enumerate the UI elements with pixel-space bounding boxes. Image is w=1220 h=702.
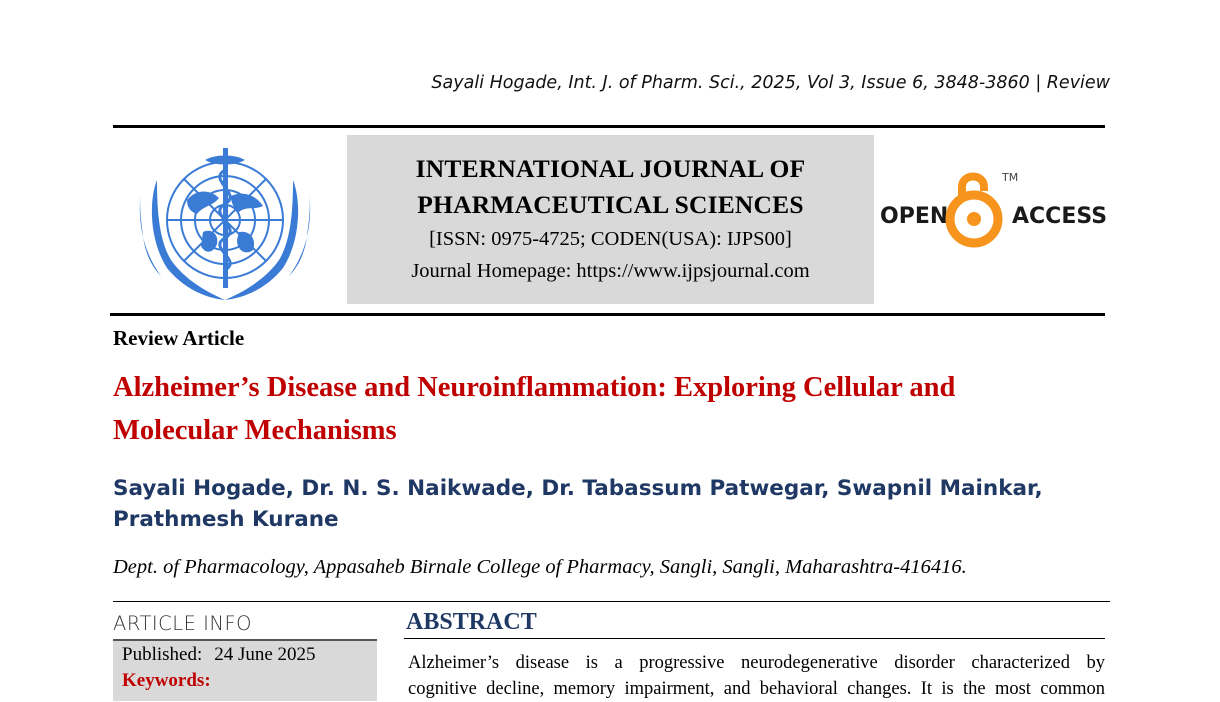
article-title-line1: Alzheimer’s Disease and Neuroinflammation: Exploring Cellular and: [113, 372, 956, 403]
journal-title-line1: INTERNATIONAL JOURNAL OF: [415, 154, 806, 183]
author-list: [113, 473, 1103, 535]
header-bottom-rule: [110, 313, 1105, 316]
abstract-rule: [404, 638, 1105, 639]
open-access-word-open: OPEN: [880, 204, 949, 229]
authors-line1: Sayali Hogade, Dr. N. S. Naikwade, Dr. Tabassum Patwegar, Swapnil Mainkar,: [113, 476, 1043, 501]
journal-title-line2: PHARMACEUTICAL SCIENCES: [417, 190, 804, 219]
published-label: Published:: [122, 644, 203, 665]
journal-issn: [ISSN: 0975-4725; CODEN(USA): IJPS00]: [429, 228, 792, 250]
published-row: [122, 644, 316, 666]
running-citation: Sayali Hogade, Int. J. of Pharm. Sci., 2025, Vol 3, Issue 6, 3848-3860 | Review: [431, 73, 1110, 93]
abstract-line1: Alzheimer’s disease is a progressive neurodegenerative disorder characterized by: [408, 653, 1105, 673]
keywords-label: Keywords:: [122, 670, 211, 691]
abstract-heading: ABSTRACT: [406, 609, 537, 635]
journal-masthead: [347, 135, 874, 304]
section-divider: [113, 601, 1110, 602]
author-affiliation: Dept. of Pharmacology, Appasaheb Birnale College of Pharmacy, Sangli, Sangli, Maharashtra-416416.: [113, 556, 967, 578]
header-top-rule: [113, 125, 1105, 128]
un-emblem-logo: [127, 140, 324, 306]
abstract-body: [408, 650, 1105, 702]
journal-homepage-link[interactable]: Journal Homepage: https://www.ijpsjournal.com: [411, 260, 810, 282]
open-access-word-access: ACCESS: [1012, 204, 1108, 229]
article-title: [113, 366, 1103, 452]
published-date: 24 June 2025: [214, 644, 316, 665]
open-access-logo: [880, 165, 1110, 251]
open-access-lock-icon: [950, 177, 998, 244]
abstract-line2: cognitive decline, memory impairment, and behavioral changes. It is the most common: [408, 679, 1105, 699]
article-title-line2: Molecular Mechanisms: [113, 415, 397, 446]
trademark-mark: TM: [1002, 171, 1019, 184]
article-info-heading: ARTICLE INFO: [113, 612, 253, 635]
authors-line2: Prathmesh Kurane: [113, 507, 339, 532]
article-type-label: Review Article: [113, 326, 245, 350]
